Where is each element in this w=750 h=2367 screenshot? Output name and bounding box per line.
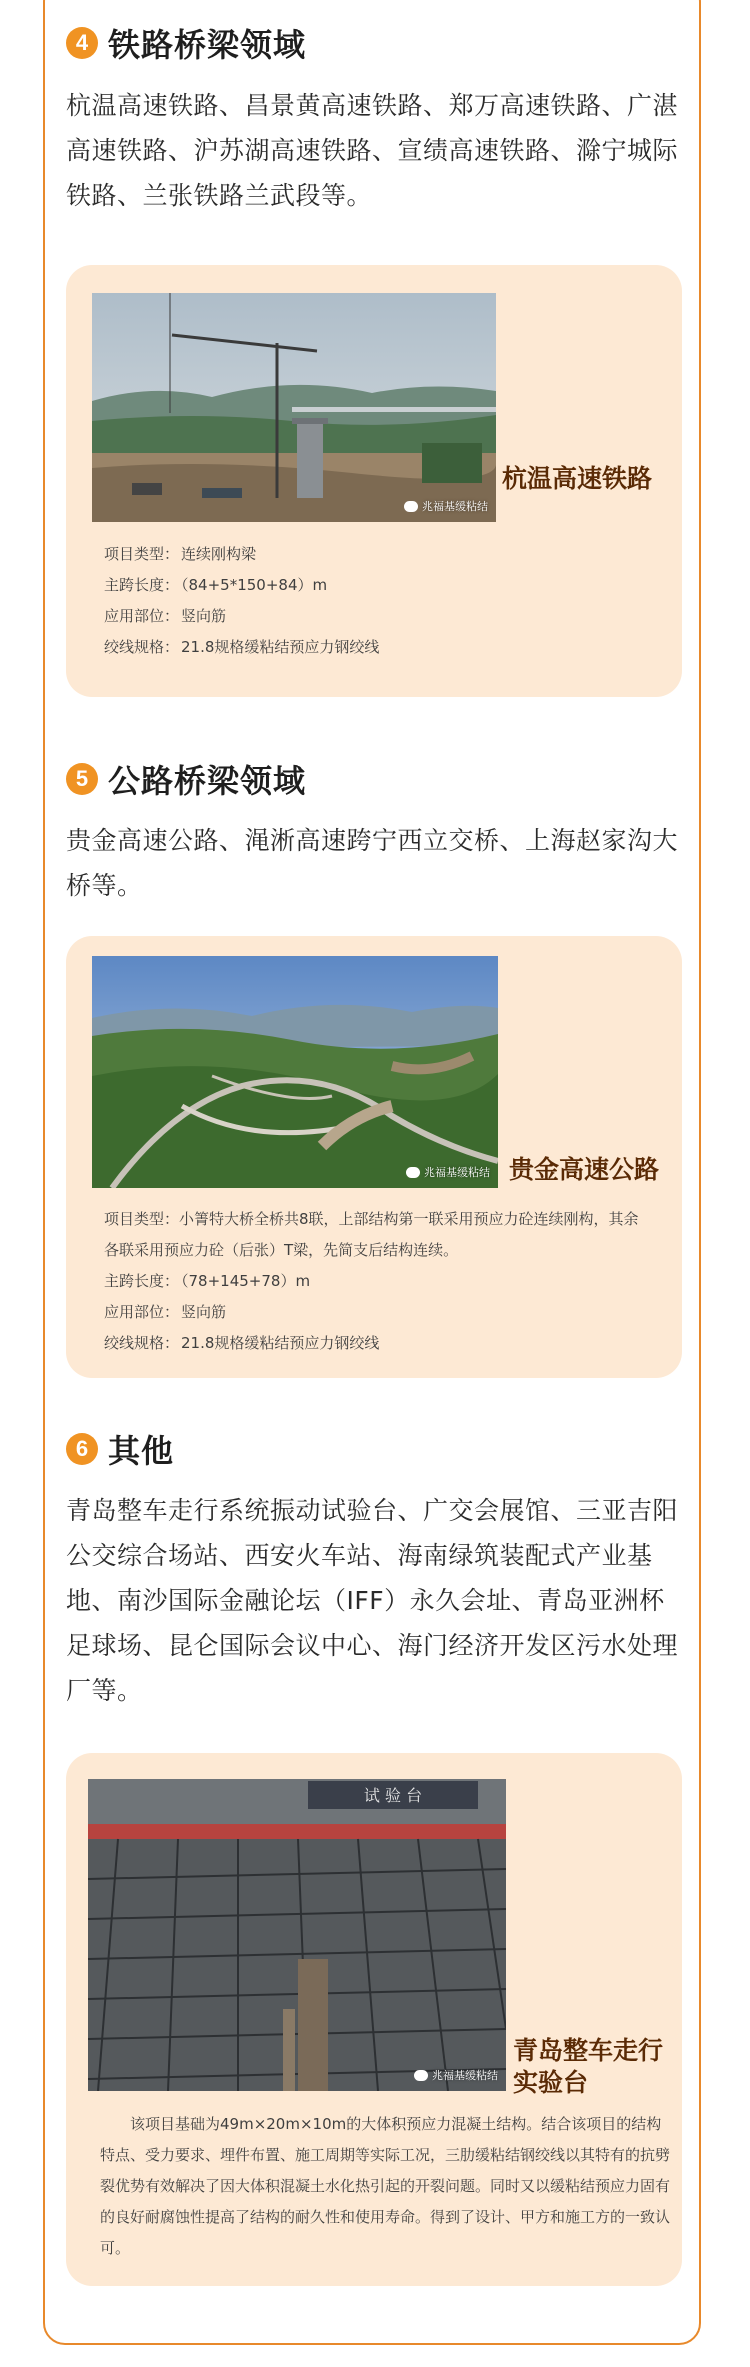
info-row-location: 应用部位： 竖向筋 — [104, 1303, 227, 1321]
test-platform-photo — [88, 1779, 506, 2091]
project-info — [104, 539, 652, 663]
test-platform-project-card — [66, 1753, 682, 2286]
info-row-strand: 绞线规格： 21.8规格缓粘结预应力钢绞线 — [104, 1334, 380, 1352]
wechat-icon — [406, 1167, 420, 1178]
section-number-badge: 4 — [66, 27, 98, 59]
section-4-text: 杭温高速铁路、昌景黄高速铁路、郑万高速铁路、广湛高速铁路、沪苏湖高速铁路、宣绩高速铁路、滁宁城际铁路、兰张铁路兰武段等。 — [66, 91, 679, 210]
card-caption: 青岛整车走行 实验台 — [513, 2036, 664, 2097]
section-title: 公路桥梁领域 — [108, 762, 307, 800]
watermark: 兆福基缓粘结 — [414, 2067, 498, 2083]
project-info — [104, 1204, 652, 1359]
info-row-type: 项目类型：小箐特大桥全桥共8联，上部结构第一联采用预应力砼连续刚构，其余各联采用预应力砼（后张）T梁，先简支后结构连续。 — [104, 1210, 639, 1259]
section-number-badge: 6 — [66, 1433, 98, 1465]
wechat-icon — [404, 501, 418, 512]
section-6-text: 青岛整车走行系统振动试验台、广交会展馆、三亚吉阳公交综合场站、西安火车站、海南绿筑装配式产业基地、南沙国际金融论坛（IFF）永久会址、青岛亚洲杯足球场、昆仑国际会议中心、海门经济开发区污水处理厂等。 — [66, 1496, 679, 1705]
railway-project-card — [66, 265, 682, 697]
card-caption: 杭温高速铁路 — [502, 464, 653, 493]
highway-bridge-photo — [92, 956, 498, 1188]
section-title: 铁路桥梁领域 — [108, 26, 307, 64]
section-5-text: 贵金高速公路、渑淅高速跨宁西立交桥、上海赵家沟大桥等。 — [66, 826, 679, 900]
railway-bridge-photo — [92, 293, 496, 522]
info-row-type: 项目类型： 连续刚构梁 — [104, 545, 257, 563]
watermark: 兆福基缓粘结 — [404, 498, 488, 514]
card-caption: 贵金高速公路 — [509, 1155, 660, 1184]
info-row-location: 应用部位： 竖向筋 — [104, 607, 227, 625]
svg-text:试 验 台: 试 验 台 — [363, 1786, 423, 1805]
section-4-header — [66, 20, 306, 66]
info-row-strand: 绞线规格： 21.8规格缓粘结预应力钢绞线 — [104, 638, 380, 656]
section-number-badge: 5 — [66, 763, 98, 795]
highway-project-card — [66, 936, 682, 1378]
project-description: 该项目基础为49m×20m×10m的大体积预应力混凝土结构。结合该项目的结构特点、受力要求、埋件布置、施工周期等实际工况，三肋缓粘结钢绞线以其特有的抗劈裂优势有效解决了因大体积混凝土水化热引起的开裂问题。同时又以缓粘结预应力固有的良好耐腐蚀性提高了结构的耐久性和使用寿命。得到了设计、甲方和施工方的一致认可。 — [100, 2115, 671, 2257]
section-5-header — [66, 756, 306, 802]
section-title: 其他 — [108, 1432, 175, 1470]
section-6-header — [66, 1426, 174, 1472]
watermark: 兆福基缓粘结 — [406, 1164, 490, 1180]
info-row-span: 主跨长度： （78+145+78）m — [104, 1272, 311, 1290]
wechat-icon — [414, 2070, 428, 2081]
info-row-span: 主跨长度： （84+5*150+84）m — [104, 576, 328, 594]
